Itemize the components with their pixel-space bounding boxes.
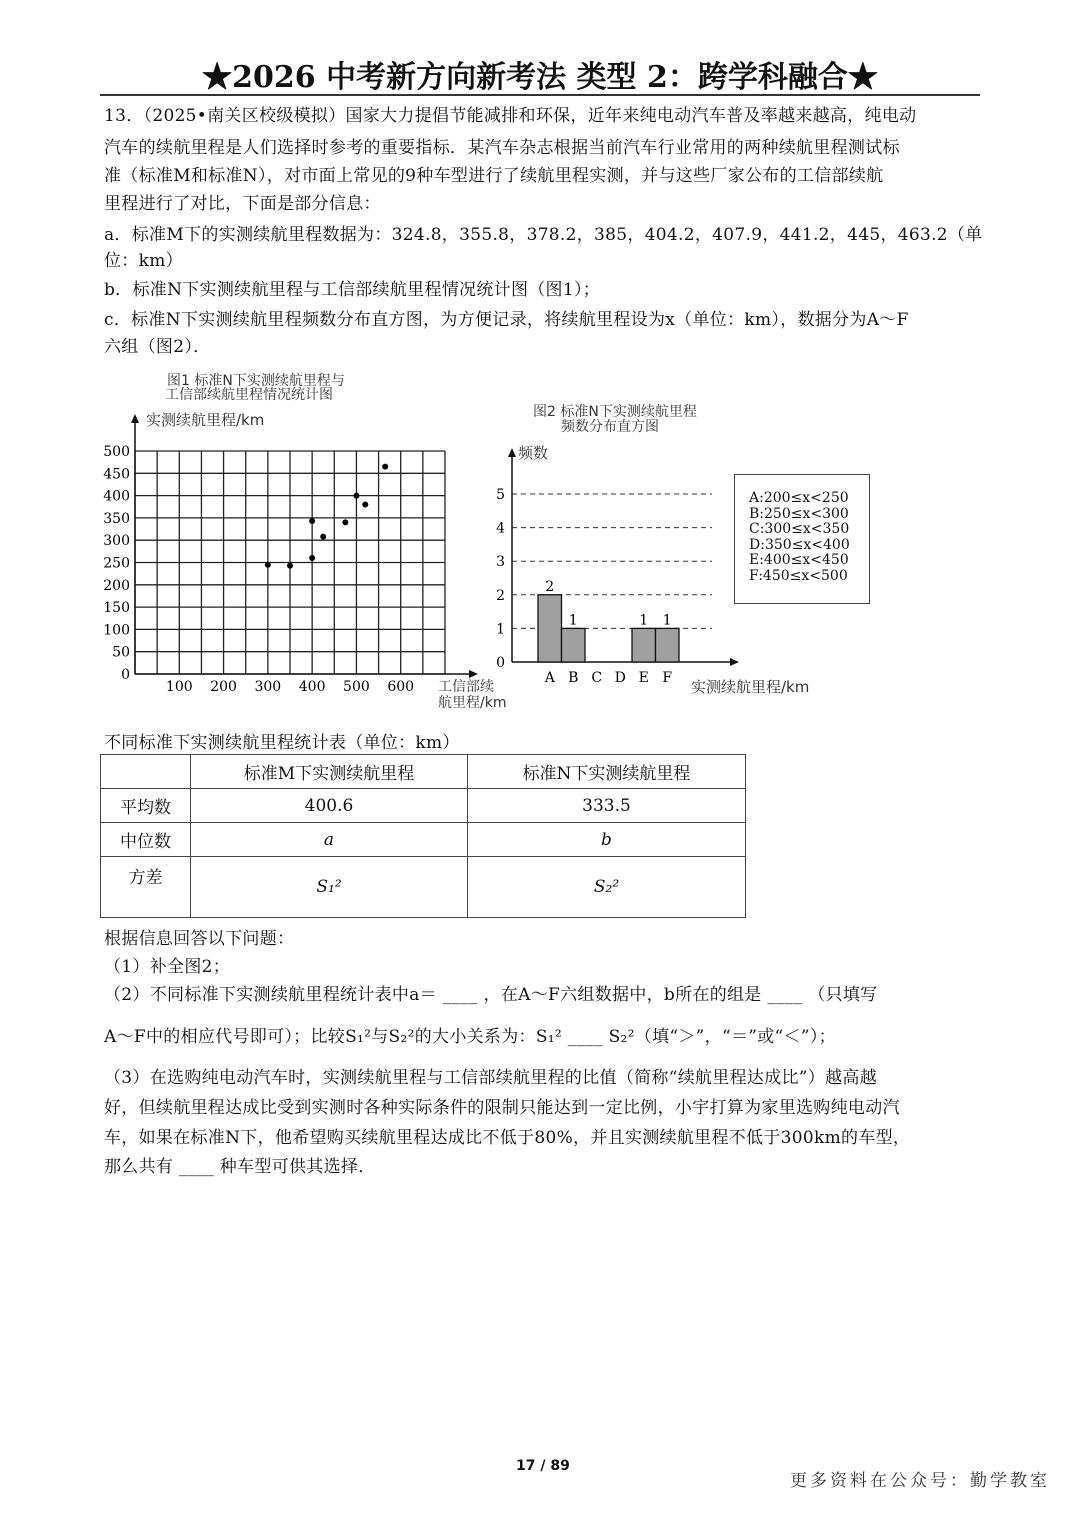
y-tick-label: 500	[103, 444, 130, 460]
sub-question-line: 车，如果在标准N下，他希望购买续航里程达成比不低于80%，并且实测续航里程不低于300km的车型，	[104, 1128, 911, 1148]
histogram-bar	[656, 628, 680, 662]
x-category-label: B	[568, 670, 579, 686]
y-tick-label: 300	[103, 533, 130, 550]
table-header-standard-m: 标准M下实测续航里程	[191, 755, 468, 789]
table-cell: a	[191, 823, 468, 857]
statistics-table	[100, 754, 746, 918]
x-tick-label: 600	[387, 679, 415, 695]
table-caption: 不同标准下实测续航里程统计表（单位：km）	[104, 733, 460, 753]
x-tick-label: 200	[210, 679, 237, 695]
legend-entry: F:450≤x<500	[749, 567, 848, 584]
chart1-title-line2: 工信部续航里程情况统计图	[165, 387, 333, 403]
legend-entry: B:250≤x<300	[749, 505, 849, 522]
y-tick-label: 150	[103, 600, 130, 617]
y-tick-label: 3	[496, 554, 505, 571]
intro-line: 里程进行了对比，下面是部分信息：	[104, 194, 381, 214]
table-cell: b	[468, 823, 746, 857]
x-tick-label: 400	[298, 679, 326, 695]
intro-line: 汽车的续航里程是人们选择时参考的重要指标．某汽车杂志根据当前汽车行业常用的两种续航里程测试标	[104, 138, 900, 158]
table-header-standard-n: 标准N下实测续航里程	[468, 755, 746, 789]
intro-line: 13．（2025•南关区校级模拟）国家大力提倡节能减排和环保，近年来纯电动汽车普及率越来越高，纯电动	[104, 106, 917, 126]
sub-question-line: （2）不同标准下实测续航里程统计表中a＝ ____ ，在A～F六组数据中，b所在的组是 ____ （只填写	[104, 985, 878, 1005]
y-tick-label: 0	[121, 667, 130, 683]
chart2-title-line2: 频数分布直方图	[561, 419, 659, 435]
sub-question-line: A～F中的相应代号即可）；比较S₁²与S₂²的大小关系为：S₁² ____ S₂²（填“＞”，“＝”或“＜”）；	[104, 1027, 836, 1047]
bar-value-label: 1	[568, 612, 578, 629]
row-label: 方差	[101, 857, 191, 918]
y-tick-label: 50	[112, 644, 130, 661]
question-prompt: 根据信息回答以下问题：	[104, 929, 295, 949]
y-tick-label: 5	[496, 487, 505, 503]
y-tick-label: 0	[496, 655, 505, 671]
y-tick-label: 400	[103, 488, 130, 505]
chart1-xlabel-line2: 航里程/km	[438, 695, 507, 711]
sub-question-line: （1）补全图2；	[104, 957, 231, 977]
chart1-xlabel-line1: 工信部续	[438, 679, 494, 695]
x-category-label: D	[614, 670, 626, 686]
y-tick-label: 2	[496, 587, 505, 604]
y-tick-label: 350	[103, 510, 130, 527]
table-cell: 400.6	[191, 789, 468, 823]
y-tick-label: 250	[103, 555, 130, 572]
table-cell: S₂²	[468, 857, 746, 918]
table-row	[101, 823, 746, 857]
legend-entry: D:350≤x<400	[749, 536, 850, 553]
x-tick-label: 300	[254, 679, 282, 695]
footer-credit: 更多资料在公众号：勤学教室	[790, 1471, 1050, 1491]
row-label: 平均数	[101, 789, 191, 823]
row-label: 中位数	[101, 823, 191, 857]
histogram-bar	[632, 628, 656, 662]
y-tick-label: 1	[496, 621, 505, 638]
x-category-label: E	[638, 670, 649, 686]
y-tick-label: 100	[103, 622, 130, 639]
y-tick-label: 200	[103, 577, 130, 594]
legend-entry: A:200≤x<250	[749, 490, 849, 506]
table-row	[101, 857, 746, 918]
page-number: 17 / 89	[516, 1458, 570, 1474]
table-cell: 333.5	[468, 789, 746, 823]
bar-value-label: 2	[545, 578, 555, 595]
chart2-ylabel: 频数	[518, 444, 549, 462]
intro-line: b．标准N下实测续航里程与工信部续航里程情况统计图（图1）；	[104, 280, 601, 300]
histogram-chart	[0, 0, 1080, 760]
bar-value-label: 1	[662, 612, 672, 629]
table-header-corner	[101, 755, 191, 789]
table-row	[101, 789, 746, 823]
x-category-label: A	[544, 670, 555, 686]
sub-question-line: 那么共有 ____ 种车型可供其选择．	[104, 1157, 376, 1177]
legend-entry: C:300≤x<350	[749, 521, 850, 537]
table-cell: S₁²	[191, 857, 468, 918]
intro-line: 六组（图2）．	[104, 337, 211, 357]
y-tick-label: 4	[496, 520, 505, 537]
chart1-title-line1: 图1 标准N下实测续航里程与	[167, 373, 345, 389]
sub-question-line: 好，但续航里程达成比受到实测时各种实际条件的限制只能达到一定比例，小宇打算为家里选购纯电动汽	[104, 1098, 900, 1118]
legend-entry: E:400≤x<450	[749, 552, 849, 568]
intro-line: 位：km）	[104, 251, 183, 271]
x-tick-label: 500	[343, 679, 370, 695]
intro-line: c．标准N下实测续航里程频数分布直方图，为方便记录，将续航里程设为x（单位：km），数据分为A～F	[104, 310, 909, 330]
x-category-label: C	[591, 670, 603, 686]
x-category-label: F	[662, 670, 673, 686]
chart1-ylabel: 实测续航里程/km	[146, 411, 265, 429]
x-tick-label: 100	[165, 679, 193, 695]
x-axis-arrow	[730, 658, 739, 666]
y-axis-arrow	[508, 448, 516, 457]
intro-line: a．标准M下的实测续航里程数据为：324.8，355.8，378.2，385，404.2，407.9，441.2，445，463.2（单	[104, 225, 983, 245]
chart2-title-line1: 图2 标准N下实测续航里程	[533, 404, 697, 420]
chart2-xlabel: 实测续航里程/km	[691, 678, 810, 696]
intro-line: 准（标准M和标准N），对市面上常见的9种车型进行了续航里程实测，并与这些厂家公布的工信部续航	[104, 166, 884, 186]
bar-value-label: 1	[639, 612, 649, 629]
page-title: ★2026 中考新方向新考法 类型 2：跨学科融合★	[202, 60, 878, 95]
y-tick-label: 450	[103, 466, 130, 483]
histogram-bar	[538, 595, 562, 662]
sub-question-line: （3）在选购纯电动汽车时，实测续航里程与工信部续航里程的比值（简称“续航里程达成比”）越高越	[104, 1068, 877, 1088]
histogram-bar	[562, 628, 586, 662]
